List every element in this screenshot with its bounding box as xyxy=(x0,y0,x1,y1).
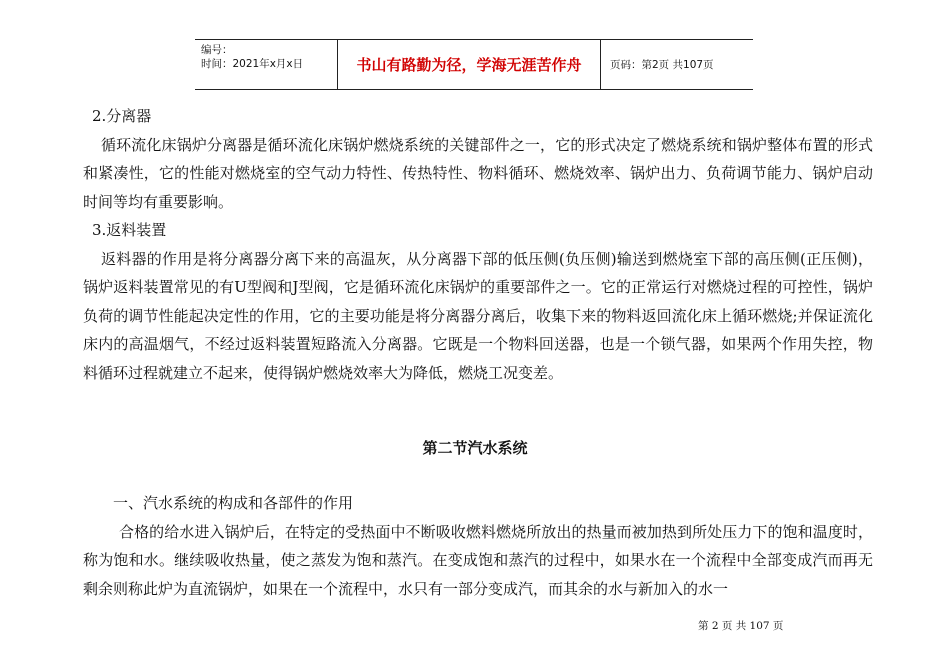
separator-paragraph: 循环流化床锅炉分离器是循环流化床锅炉燃烧系统的关键部件之一，它的形式决定了燃烧系统和锅炉整体布置的形式和紧凑性，它的性能对燃烧室的空气动力特性、传热特性、物料循环、燃烧效率、锅炉出力、负荷调节能力、锅炉启动时间等均有重要影响。 xyxy=(83,135,873,211)
time-label: 时间：2021年x月x日 xyxy=(201,58,304,70)
header-motto: 书山有路勤为径，学海无涯苦作舟 xyxy=(338,40,601,89)
return-device-heading: 3.返料装置 xyxy=(92,221,167,239)
header-page-code: 页码：第2页 共107页 xyxy=(610,59,714,71)
return-device-paragraph: 返料器的作用是将分离器分离下来的高温灰，从分离器下部的低压侧(负压侧)输送到燃烧室下部的高压侧(正压侧)，锅炉返料装置常见的有U型阀和J型阀，它是循环流化床锅炉的重要部件之一。它的正常运行对燃烧过程的可控性，锅炉负荷的调节性能起决定性的作用，它的主要功能是将分离器分离后，收集下来的物料返回流化床上循环燃烧;并保证流化床内的高温烟气，不经过返料装置短路流入分离器。它既是一个物料回送器，也是一个锁气器，如果两个作用失控，物料循环过程就建立不起来，使得锅炉燃烧效率大为降低，燃烧工况变差。 xyxy=(83,249,873,382)
section-title: 第二节汽水系统 xyxy=(422,439,528,457)
steam-water-paragraph: 合格的给水进入锅炉后，在特定的受热面中不断吸收燃料燃烧所放出的热量而被加热到所处压力下的饱和温度时，称为饱和水。继续吸收热量，使之蒸发为饱和蒸汽。在变成饱和蒸汽的过程中，如果水在一个流程中全部变成汽而再无剩余则称此炉为直流锅炉，如果在一个流程中，水只有一部分变成汽，而其余的水与新加入的水一 xyxy=(83,522,873,598)
steam-water-heading: 一、汽水系统的构成和各部件的作用 xyxy=(113,494,354,512)
page-footer: 第 2 页 共 107 页 xyxy=(698,620,784,632)
document-body xyxy=(83,102,873,387)
page-header xyxy=(195,39,753,90)
separator-heading: 2.分离器 xyxy=(92,107,152,125)
document-body-2 xyxy=(83,489,873,603)
header-info-cell xyxy=(195,40,338,89)
number-label: 编号： xyxy=(201,44,233,56)
